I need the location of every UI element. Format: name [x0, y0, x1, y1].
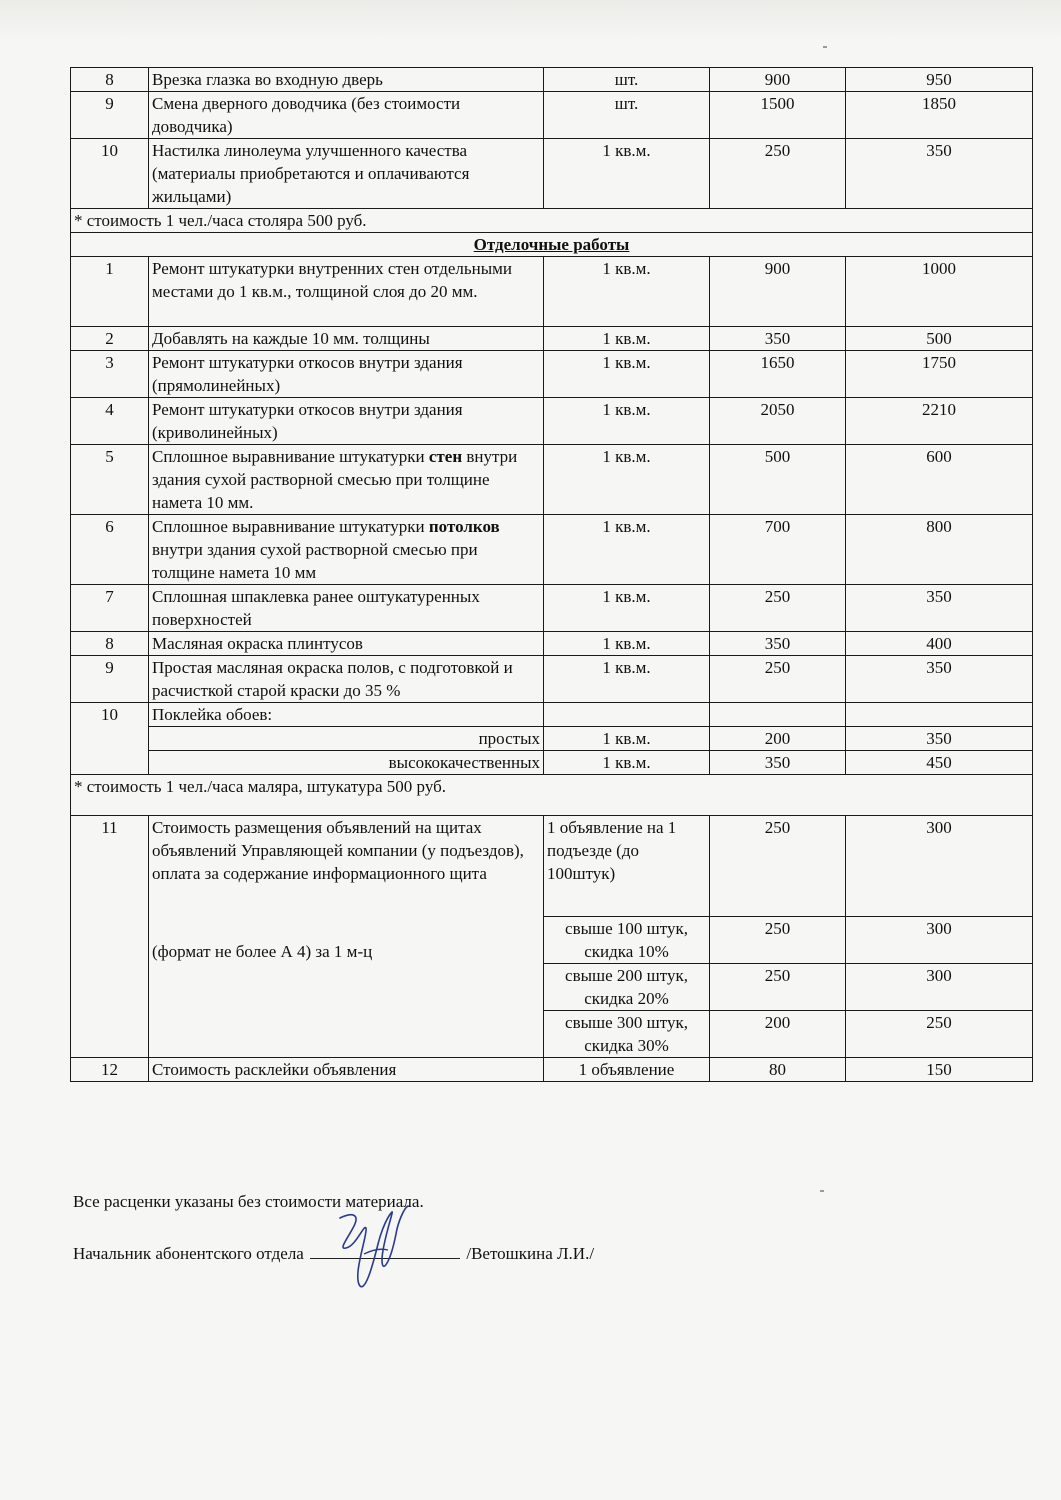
price-1: 700 — [710, 515, 846, 585]
unit: 1 кв.м. — [544, 445, 710, 515]
unit-empty — [544, 703, 710, 727]
signatory-title: Начальник абонентского отдела — [73, 1244, 304, 1263]
work-name-emphasis: потолков — [428, 517, 500, 536]
unit: 1 кв.м. — [544, 327, 710, 351]
work-name: Врезка глазка во входную дверь — [149, 68, 544, 92]
row-number: 10 — [71, 703, 149, 775]
unit: 1 кв.м. — [544, 398, 710, 445]
price-1: 2050 — [710, 398, 846, 445]
work-name-part: Сплошное выравнивание штукатурки — [152, 517, 429, 536]
row-number: 3 — [71, 351, 149, 398]
unit: 1 объявление на 1 подъезде (до 100штук) — [544, 816, 710, 917]
table-row — [71, 816, 1033, 917]
price-1: 900 — [710, 257, 846, 327]
work-name-part: Сплошное выравнивание штукатурки — [152, 447, 429, 466]
note-row — [71, 775, 1033, 816]
price-1: 250 — [710, 585, 846, 632]
price-2: 450 — [846, 751, 1033, 775]
unit: 1 кв.м. — [544, 656, 710, 703]
price-1: 250 — [710, 656, 846, 703]
work-name — [149, 515, 544, 585]
unit: 1 кв.м. — [544, 632, 710, 656]
row-number: 4 — [71, 398, 149, 445]
price-1: 200 — [710, 727, 846, 751]
unit: 1 кв.м. — [544, 257, 710, 327]
row-number: 6 — [71, 515, 149, 585]
row-number: 8 — [71, 632, 149, 656]
signatory-name: /Ветошкина Л.И./ — [466, 1244, 595, 1263]
row-number: 1 — [71, 257, 149, 327]
work-name: Простая масляная окраска полов, с подготовкой и расчисткой старой краски до 35 % — [149, 656, 544, 703]
price-2: 300 — [846, 964, 1033, 1011]
unit: 1 кв.м. — [544, 515, 710, 585]
row-number: 7 — [71, 585, 149, 632]
table-row — [71, 445, 1033, 515]
unit: свыше 300 штук, скидка 30% — [544, 1011, 710, 1058]
row-number: 12 — [71, 1058, 149, 1082]
price-1: 250 — [710, 917, 846, 964]
unit: 1 кв.м. — [544, 585, 710, 632]
work-name-format: (формат не более А 4) за 1 м-ц — [152, 942, 373, 961]
unit: 1 кв.м. — [544, 351, 710, 398]
unit: свыше 100 штук, скидка 10% — [544, 917, 710, 964]
carpentry-rate-note: * стоимость 1 чел./часа столяра 500 руб. — [71, 209, 1033, 233]
work-name: Сплошная шпаклевка ранее оштукатуренных поверхностей — [149, 585, 544, 632]
signature-icon — [330, 1204, 420, 1294]
price-1: 250 — [710, 964, 846, 1011]
price-table — [70, 67, 1033, 1082]
section-title-text: Отделочные работы — [473, 235, 630, 254]
row-number: 11 — [71, 816, 149, 1058]
price-2: 350 — [846, 656, 1033, 703]
price-2: 350 — [846, 727, 1033, 751]
row-number: 9 — [71, 656, 149, 703]
price-1: 1500 — [710, 92, 846, 139]
price-1: 250 — [710, 816, 846, 917]
price-2: 300 — [846, 917, 1033, 964]
table-row — [71, 656, 1033, 703]
section-title — [71, 233, 1033, 257]
unit: 1 кв.м. — [544, 139, 710, 209]
scan-speck — [820, 1190, 824, 1192]
work-name: Смена дверного доводчика (без стоимости доводчика) — [149, 92, 544, 139]
work-name-main: Стоимость размещения объявлений на щитах объявлений Управляющей компании (у подъездов), оплата за содержание информационного щита — [152, 818, 524, 883]
price-1: 250 — [710, 139, 846, 209]
price-1: 350 — [710, 327, 846, 351]
table-row — [71, 1058, 1033, 1082]
row-number: 8 — [71, 68, 149, 92]
price-2: 250 — [846, 1011, 1033, 1058]
work-name — [149, 445, 544, 515]
price-2: 150 — [846, 1058, 1033, 1082]
table-row — [71, 632, 1033, 656]
unit: шт. — [544, 92, 710, 139]
materials-note: Все расценки указаны без стоимости материала. — [73, 1192, 424, 1211]
price-1: 80 — [710, 1058, 846, 1082]
unit: шт. — [544, 68, 710, 92]
price-2: 350 — [846, 139, 1033, 209]
price-1: 200 — [710, 1011, 846, 1058]
price-1: 350 — [710, 632, 846, 656]
table-row — [71, 398, 1033, 445]
price-1: 900 — [710, 68, 846, 92]
work-variant: простых — [149, 727, 544, 751]
table-row — [71, 703, 1033, 727]
price-2-empty — [846, 703, 1033, 727]
table-row — [71, 68, 1033, 92]
table-subrow — [71, 727, 1033, 751]
row-number: 5 — [71, 445, 149, 515]
work-name: Масляная окраска плинтусов — [149, 632, 544, 656]
work-name: Добавлять на каждые 10 мм. толщины — [149, 327, 544, 351]
row-number: 9 — [71, 92, 149, 139]
price-1: 350 — [710, 751, 846, 775]
price-2: 600 — [846, 445, 1033, 515]
price-1: 1650 — [710, 351, 846, 398]
table-row — [71, 351, 1033, 398]
table-row — [71, 257, 1033, 327]
signature-block — [73, 1242, 594, 1264]
price-2: 300 — [846, 816, 1033, 917]
table-row — [71, 515, 1033, 585]
table-row — [71, 139, 1033, 209]
price-2: 400 — [846, 632, 1033, 656]
work-name: Ремонт штукатурки откосов внутри здания (криволинейных) — [149, 398, 544, 445]
work-variant: высококачественных — [149, 751, 544, 775]
unit: 1 кв.м. — [544, 727, 710, 751]
scan-speck — [823, 46, 827, 48]
price-2: 1750 — [846, 351, 1033, 398]
finishing-rate-note: * стоимость 1 чел./часа маляра, штукатура 500 руб. — [71, 775, 1033, 816]
price-1: 500 — [710, 445, 846, 515]
table-row — [71, 92, 1033, 139]
work-name-part: внутри здания сухой растворной смесью при толщине намета 10 мм — [152, 540, 478, 582]
row-number: 10 — [71, 139, 149, 209]
price-2: 2210 — [846, 398, 1033, 445]
work-name: Ремонт штукатурки внутренних стен отдельными местами до 1 кв.м., толщиной слоя до 20 мм. — [149, 257, 544, 327]
unit: свыше 200 штук, скидка 20% — [544, 964, 710, 1011]
scan-shadow — [0, 0, 1061, 40]
work-name: Ремонт штукатурки откосов внутри здания (прямолинейных) — [149, 351, 544, 398]
work-name: Настилка линолеума улучшенного качества (материалы приобретаются и оплачиваются жильцами) — [149, 139, 544, 209]
work-name: Поклейка обоев: — [149, 703, 544, 727]
work-name — [149, 816, 544, 1058]
price-2: 950 — [846, 68, 1033, 92]
price-2: 500 — [846, 327, 1033, 351]
signature-line — [310, 1242, 460, 1259]
price-2: 1850 — [846, 92, 1033, 139]
unit: 1 кв.м. — [544, 751, 710, 775]
table-subrow — [71, 751, 1033, 775]
row-number: 2 — [71, 327, 149, 351]
work-name-emphasis: стен — [428, 447, 463, 466]
price-1-empty — [710, 703, 846, 727]
unit: 1 объявление — [544, 1058, 710, 1082]
work-name-part: внутри здания сухой растворной смесью при толщине намета 10 мм. — [152, 447, 518, 512]
table-row — [71, 585, 1033, 632]
price-2: 800 — [846, 515, 1033, 585]
work-name: Стоимость расклейки объявления — [149, 1058, 544, 1082]
price-2: 1000 — [846, 257, 1033, 327]
price-2: 350 — [846, 585, 1033, 632]
note-row — [71, 209, 1033, 233]
section-header-row — [71, 233, 1033, 257]
table-row — [71, 327, 1033, 351]
